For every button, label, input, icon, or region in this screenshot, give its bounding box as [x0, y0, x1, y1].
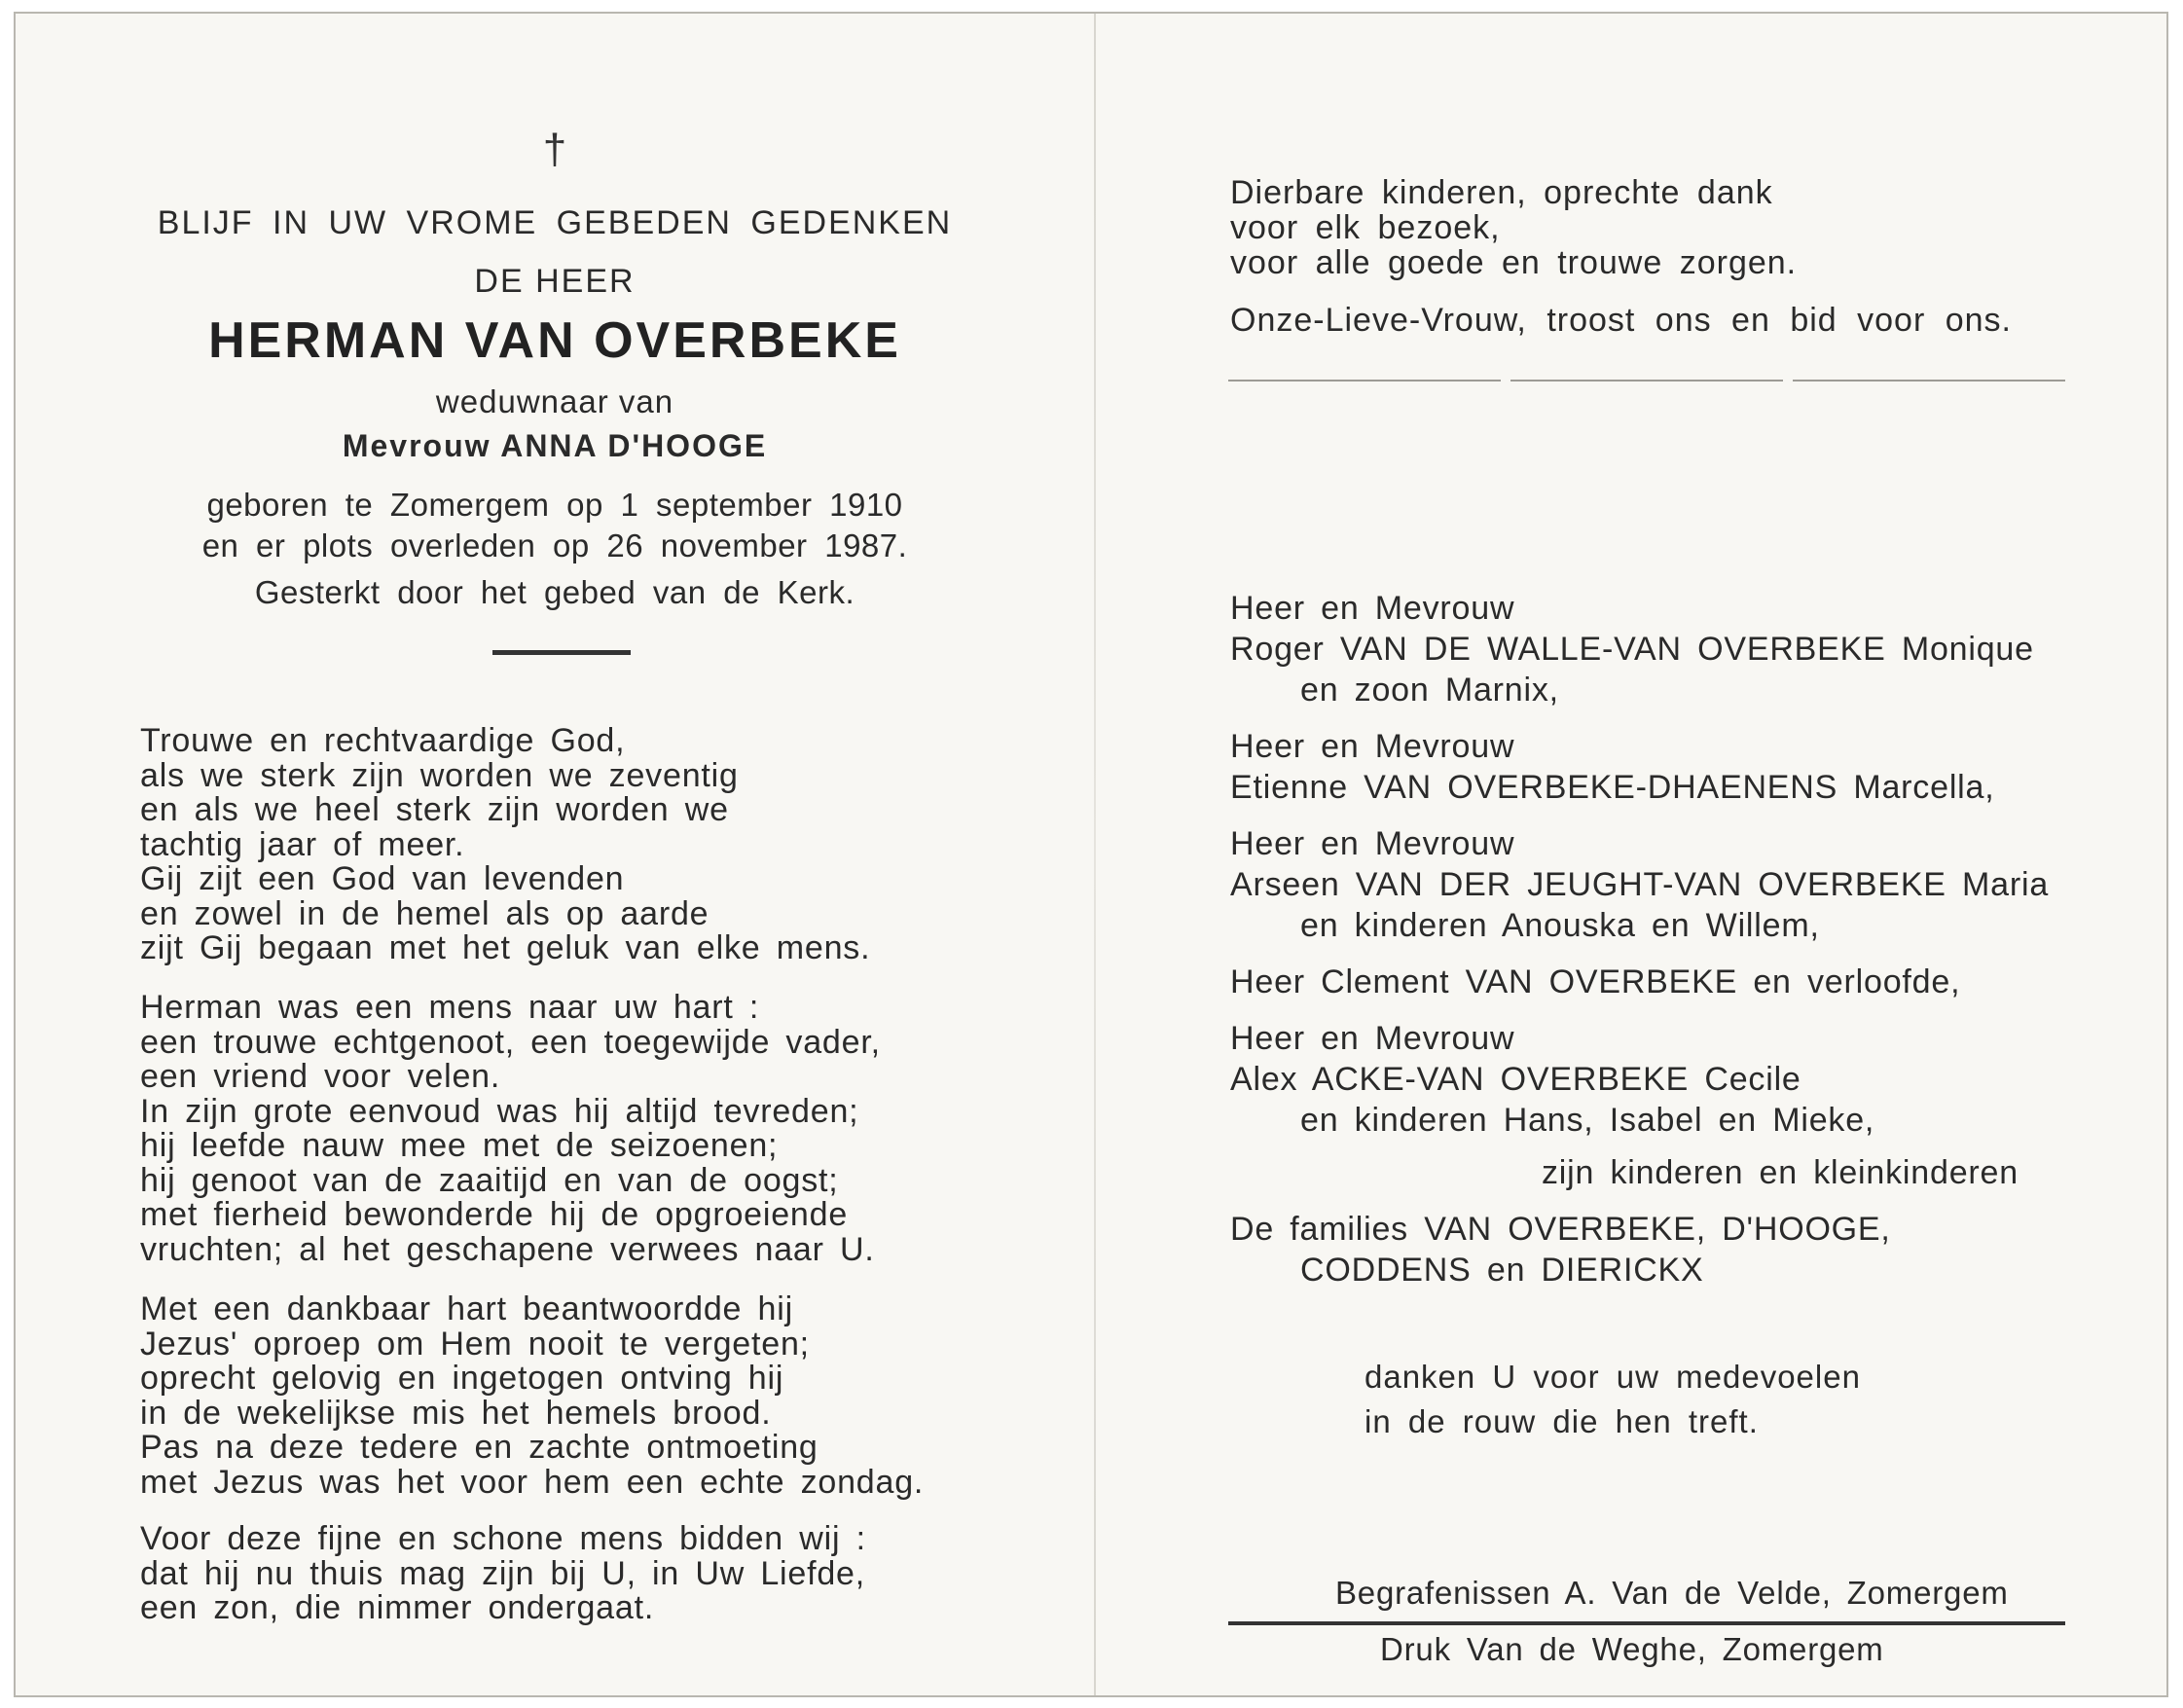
poem-line: Pas na deze tedere en zachte ontmoeting [140, 1429, 819, 1466]
thanks-line: voor alle goede en trouwe zorgen. [1230, 244, 1798, 281]
deceased-name: HERMAN VAN OVERBEKE [208, 312, 901, 369]
poem-line: in de wekelijkse mis het hemels brood. [140, 1394, 772, 1432]
closing-line: danken U voor uw medevoelen [1364, 1359, 1861, 1395]
family-entry-5 [1230, 1020, 1874, 1143]
death-text: en er plots overleden op 26 november 1987. [201, 527, 908, 563]
family-line: Heer en Mevrouw [1230, 1020, 1515, 1057]
poem-line: vruchten; al het geschapene verwees naar U. [140, 1230, 875, 1268]
family-line: Roger VAN DE WALLE-VAN OVERBEKE Monique [1230, 631, 2034, 668]
church-text: Gesterkt door het gebed van de Kerk. [254, 574, 855, 610]
family-entry-1 [1230, 590, 2034, 712]
closing-text [1364, 1355, 1861, 1444]
thanks-line: voor elk bezoek, [1230, 209, 1501, 246]
honorific-title: DE HEER [474, 263, 636, 300]
poem-line: een vriend voor velen. [140, 1058, 501, 1095]
poem-line: dat hij nu thuis mag zijn bij U, in Uw Liefde, [140, 1554, 866, 1592]
poem-line: een zon, die nimmer ondergaat. [140, 1589, 655, 1626]
family-line: en kinderen Hans, Isabel en Mieke, [1300, 1102, 1875, 1139]
poem-line: hij leefde nauw mee met de seizoenen; [140, 1127, 779, 1164]
poem-stanza-4 [140, 1522, 1016, 1626]
cross-icon: † [542, 126, 567, 173]
divider [492, 650, 631, 655]
birth-text: geboren te Zomergem op 1 september 1910 [206, 487, 903, 523]
family-line: Heer en Mevrouw [1230, 825, 1515, 862]
undertaker-credit: Begrafenissen A. Van de Velde, Zomergem [1335, 1575, 2009, 1611]
memorial-card [14, 12, 2168, 1697]
family-line: Etienne VAN OVERBEKE-DHAENENS Marcella, [1230, 769, 1995, 806]
widow-of-text: weduwnaar van [435, 383, 674, 419]
family-line: Arseen VAN DER JEUGHT-VAN OVERBEKE Maria [1230, 866, 2050, 903]
poem-line: een trouwe echtgenoot, een toegewijde vader, [140, 1023, 881, 1061]
family-entry-3 [1230, 825, 2049, 948]
poem-stanza-3 [140, 1292, 1016, 1500]
family-line: CODDENS en DIERICKX [1300, 1252, 1704, 1289]
poem-line: tachtig jaar of meer. [140, 825, 465, 863]
poem-line: met Jezus was het voor hem een echte zondag. [140, 1463, 925, 1501]
family-line: Heer en Mevrouw [1230, 728, 1515, 765]
family-line: Alex ACKE-VAN OVERBEKE Cecile [1230, 1061, 1801, 1098]
right-panel [1096, 14, 2170, 1695]
poem-line: Gij zijt een God van levenden [140, 860, 625, 897]
poem-line: met fierheid bewonderde hij de opgroeiende [140, 1196, 849, 1233]
poem-line: hij genoot van de zaaitijd en van de oogst; [140, 1161, 839, 1199]
poem-line: Voor deze fijne en schone mens bidden wij : [140, 1520, 866, 1557]
family-entry-2 [1230, 728, 1994, 810]
divider [1228, 1621, 2065, 1625]
family-entry-4 [1230, 963, 1960, 1004]
thanks-text [1230, 175, 1797, 280]
poem-line: als we sterk zijn worden we zeventig [140, 756, 739, 794]
intro-text: BLIJF IN UW VROME GEBEDEN GEDENKEN [157, 204, 953, 241]
poem-line: en als we heel sterk zijn worden we [140, 791, 729, 828]
closing-line: in de rouw die hen treft. [1364, 1403, 1759, 1439]
family-line: en zoon Marnix, [1300, 672, 1559, 709]
family-line: De families VAN OVERBEKE, D'HOOGE, [1230, 1211, 1891, 1248]
family-line: en kinderen Anouska en Willem, [1300, 907, 1820, 944]
family-summary [1230, 1154, 2019, 1195]
family-line: Heer Clement VAN OVERBEKE en verloofde, [1230, 963, 1961, 1000]
thanks-line: Dierbare kinderen, oprechte dank [1230, 174, 1773, 211]
family-entry-6 [1230, 1211, 1891, 1292]
poem-line: zijt Gij begaan met het geluk van elke mens. [140, 929, 871, 966]
poem-line: Met een dankbaar hart beantwoordde hij [140, 1290, 793, 1327]
poem-line: oprecht gelovig en ingetogen ontving hij [140, 1360, 784, 1397]
poem-line: Herman was een mens naar uw hart : [140, 989, 760, 1026]
poem-line: Trouwe en rechtvaardige God, [140, 722, 626, 759]
prayer-text: Onze-Lieve-Vrouw, troost ons en bid voor ons. [1230, 302, 2012, 339]
spouse-name: Mevrouw ANNA D'HOOGE [342, 428, 768, 463]
poem-line: Jezus' oproep om Hem nooit te vergeten; [140, 1325, 810, 1363]
poem-stanza-2 [140, 991, 1016, 1267]
divider [1228, 380, 2065, 382]
printer-credit: Druk Van de Weghe, Zomergem [1380, 1631, 1884, 1667]
poem-line: en zowel in de hemel als op aarde [140, 894, 709, 932]
poem-stanza-1 [140, 724, 1016, 966]
left-panel [16, 14, 1094, 1695]
poem-line: In zijn grote eenvoud was hij altijd tevreden; [140, 1092, 859, 1130]
family-line: zijn kinderen en kleinkinderen [1542, 1154, 2019, 1191]
family-line: Heer en Mevrouw [1230, 590, 1515, 627]
